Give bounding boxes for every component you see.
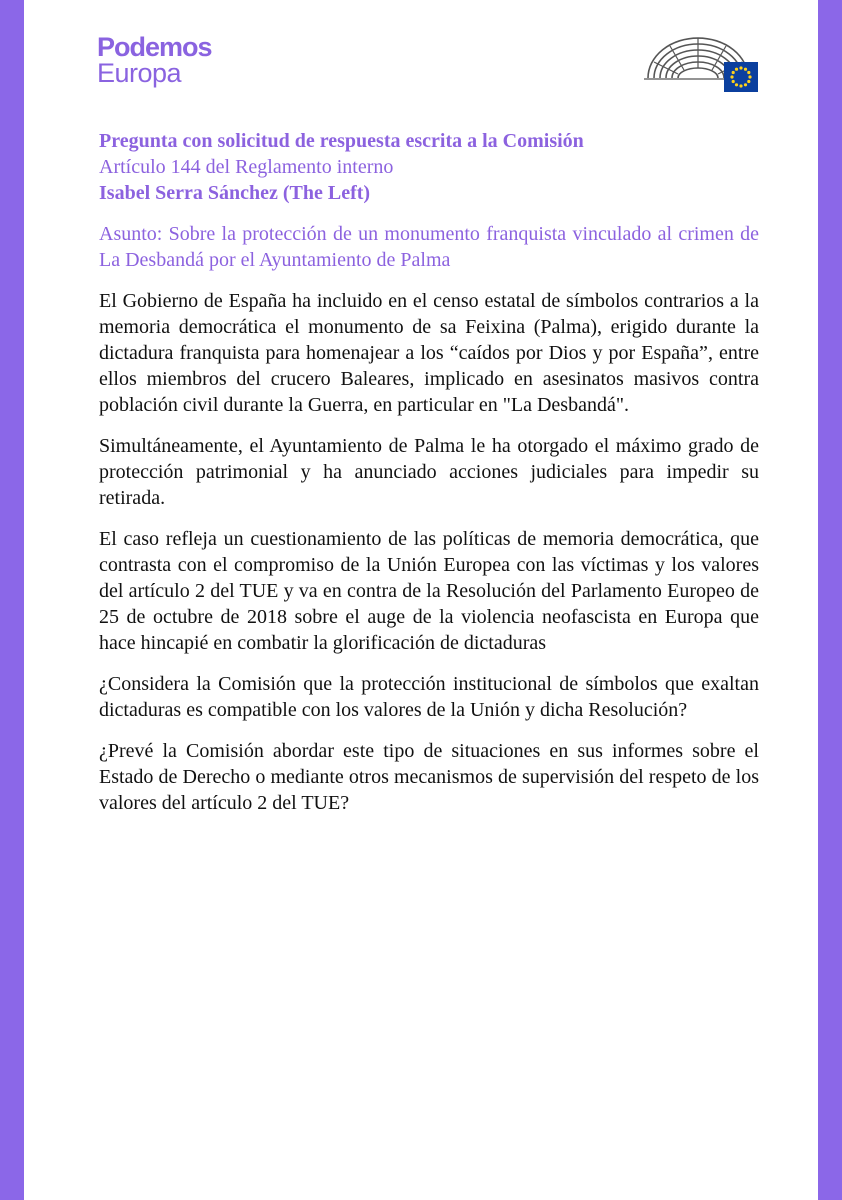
podemos-europa-logo bbox=[97, 34, 212, 86]
document-subject: Asunto: Sobre la protección de un monumento franquista vinculado al crimen de La Desbandá por el Ayuntamiento de Palma bbox=[99, 223, 759, 271]
logo-line-2: Europa bbox=[97, 58, 182, 88]
european-parliament-emblem-icon bbox=[640, 28, 758, 94]
logo-line-1: Podemos bbox=[97, 32, 212, 62]
question-2: ¿Prevé la Comisión abordar este tipo de situaciones en sus informes sobre el Estado de Derecho o mediante otros mecanismos de supervisión del respeto de los valores del artículo 2 del TUE? bbox=[99, 740, 759, 814]
document-title: Pregunta con solicitud de respuesta escrita a la Comisión bbox=[99, 130, 584, 152]
paragraph-2: Simultáneamente, el Ayuntamiento de Palma le ha otorgado el máximo grado de protección patrimonial y ha anunciado acciones judiciales para impedir su retirada. bbox=[99, 435, 759, 509]
document-article: Artículo 144 del Reglamento interno bbox=[99, 156, 394, 178]
paragraph-3: El caso refleja un cuestionamiento de las políticas de memoria democrática, que contrasta con el compromiso de la Unión Europea con las víctimas y los valores del artículo 2 del TUE y va en contra de la Resolución del Parlamento Europeo de 25 de octubre de 2018 sobre el auge de la violencia neofascista en Europa que hace hincapié en combatir la glorificación de dictaduras bbox=[99, 528, 759, 654]
question-1: ¿Considera la Comisión que la protección institucional de símbolos que exaltan dictaduras es compatible con los valores de la Unión y dicha Resolución? bbox=[99, 673, 759, 721]
document-author: Isabel Serra Sánchez (The Left) bbox=[99, 182, 371, 204]
document-body bbox=[99, 128, 759, 816]
paragraph-1: El Gobierno de España ha incluido en el censo estatal de símbolos contrarios a la memoria democrática el monumento de sa Feixina (Palma), erigido durante la dictadura franquista para homenajear a los “caídos por Dios y por España”, entre ellos miembros del crucero Baleares, implicado en asesinatos masivos contra población civil durante la Guerra, en particular en "La Desbandá". bbox=[99, 290, 759, 416]
document-page bbox=[24, 0, 818, 1200]
